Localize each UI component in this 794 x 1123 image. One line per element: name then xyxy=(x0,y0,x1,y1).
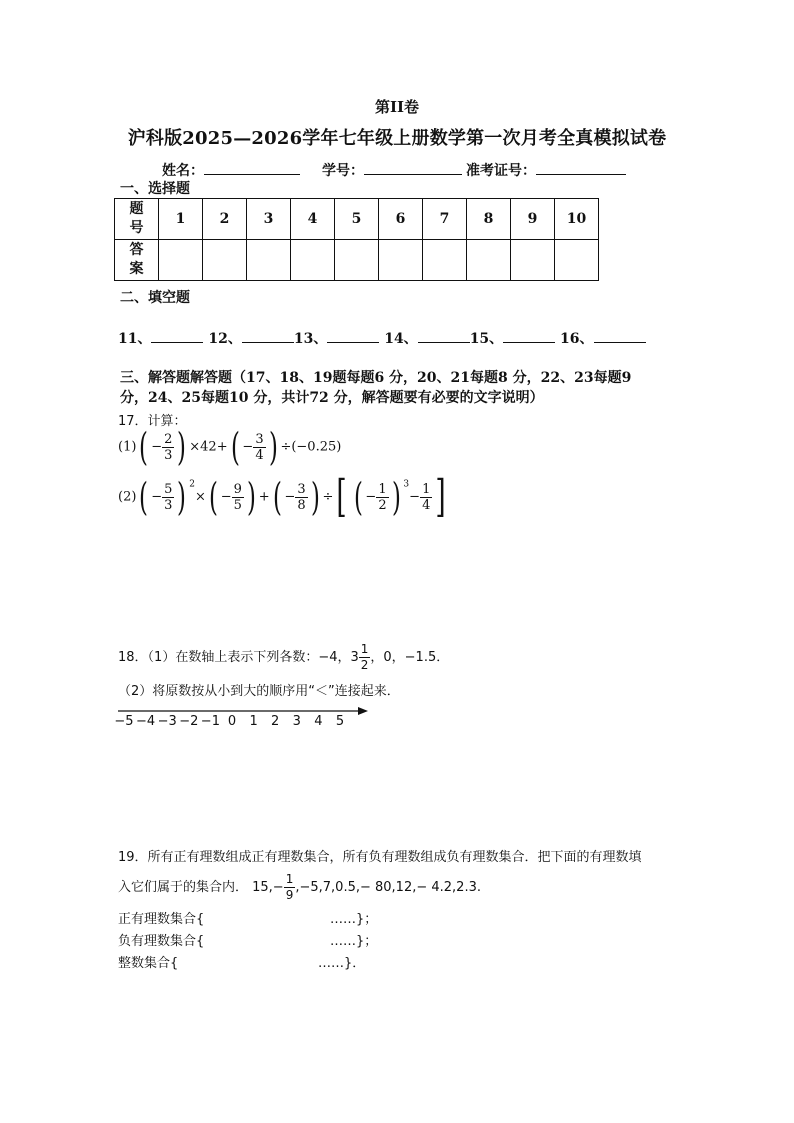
number-line xyxy=(114,702,378,742)
divide-sign: ÷ xyxy=(280,439,292,455)
q18-part1-prefix: 18．（1）在数轴上表示下列各数：−4，3 xyxy=(118,650,359,665)
volume-label: 第II卷 xyxy=(374,98,420,116)
exam-no-field xyxy=(466,160,626,180)
question-number-cell: 5 xyxy=(335,199,379,240)
right-paren: ) xyxy=(246,475,256,519)
q17-part2: (2)( − $\frac{5}{3}$ ) $^2$×( − $\frac{9}{5}$ ) +( − $\frac{3}{8}$ ) ÷[ ( − $\frac{1}{2}$ ) $^3$− $\frac{1}{4}$ ] xyxy=(118,471,447,522)
q17-part1-tail: (−0.25) xyxy=(291,439,342,455)
row-header-number: 题 号 xyxy=(115,199,159,240)
question-number-cell: 6 xyxy=(379,199,423,240)
section2-heading: 二、填空题 xyxy=(120,290,190,306)
question-number-cell: 3 xyxy=(247,199,291,240)
mixed-fraction: $\frac{1}{2}$ xyxy=(360,642,369,672)
left-paren: ( xyxy=(208,475,218,519)
exponent: 3 xyxy=(403,479,410,490)
answer-cell[interactable] xyxy=(555,240,599,281)
right-bracket: ] xyxy=(435,471,447,522)
fill-item-label: 16、 xyxy=(560,331,594,347)
negative-set-ellipsis: ……}； xyxy=(330,934,378,949)
fill-blank[interactable] xyxy=(503,328,555,343)
answer-cell[interactable] xyxy=(203,240,247,281)
right-paren: ) xyxy=(310,475,320,519)
fraction: $\frac{3}{8}$ xyxy=(297,481,306,513)
q19-line2-prefix: 入它们属于的集合内． 15,− xyxy=(118,880,284,895)
answer-cell[interactable] xyxy=(335,240,379,281)
number-line-tick-label: 0 xyxy=(227,714,237,729)
left-paren: ( xyxy=(139,425,149,469)
section1-heading: 一、选择题 xyxy=(120,181,190,197)
left-paren: ( xyxy=(139,475,149,519)
right-paren: ) xyxy=(177,425,187,469)
fill-item-label: 15、 xyxy=(469,331,504,347)
answer-table-number-row xyxy=(115,199,599,240)
number-line-tick-label: 5 xyxy=(335,714,345,729)
answer-cell[interactable] xyxy=(159,240,203,281)
q18-part1 xyxy=(118,642,449,673)
section3-heading-line1: 三、解答题解答题（17、18、19题每题6 分，20、21每题8 分，22、23每题9 xyxy=(120,370,632,386)
fraction: $\frac{3}{4}$ xyxy=(255,431,264,463)
answer-cell[interactable] xyxy=(423,240,467,281)
exam-no-label: 准考证号： xyxy=(466,163,536,179)
integer-set-ellipsis: ……}． xyxy=(318,956,366,971)
fill-blank[interactable] xyxy=(242,328,294,343)
question-number-cell: 1 xyxy=(159,199,203,240)
number-line-tick-label: −5 xyxy=(114,714,134,729)
q19-line2-suffix: ,−5,7,0.5,− 80,12,− 4.2,2.3. xyxy=(295,880,481,895)
q18-part2: （2）将原数按从小到大的顺序用“＜”连接起来． xyxy=(118,684,400,699)
section3-heading-line2: 分，24、25每题10 分，共计72 分，解答题要有必要的文字说明） xyxy=(120,390,544,406)
fill-blanks-row xyxy=(118,328,646,348)
number-line-tick-label: −2 xyxy=(179,714,199,729)
fill-blank[interactable] xyxy=(418,328,470,343)
fill-blank[interactable] xyxy=(594,328,646,343)
student-id-field xyxy=(322,160,462,180)
number-line-tick-label: −3 xyxy=(157,714,177,729)
student-id-blank[interactable] xyxy=(364,160,462,175)
q17-part1-label: (1) xyxy=(118,439,137,455)
fraction: $\frac{1}{4}$ xyxy=(422,481,431,513)
q17-part1: (1)( − $\frac{2}{3}$ ) ×42+( − $\frac{3}{4}$ ) ÷(−0.25) xyxy=(118,425,342,469)
q19-line1: 19．所有正有理数组成正有理数集合，所有负有理数组成负有理数集合．把下面的有理数填 xyxy=(118,850,642,865)
exam-title: 沪科版2025—2026学年七年级上册数学第一次月考全真模拟试卷 xyxy=(127,128,667,149)
arrow-head-icon xyxy=(358,707,368,715)
exponent: 2 xyxy=(189,479,195,490)
fraction: $\frac{1}{2}$ xyxy=(378,481,387,513)
question-number-cell: 4 xyxy=(291,199,335,240)
fill-item-label: 14、 xyxy=(384,331,418,347)
q19-line2 xyxy=(118,872,481,903)
fraction: $\frac{2}{3}$ xyxy=(164,431,173,463)
question-number-cell: 8 xyxy=(467,199,511,240)
answer-cell[interactable] xyxy=(467,240,511,281)
right-paren: ) xyxy=(177,475,187,519)
question-number-cell: 2 xyxy=(203,199,247,240)
fill-item-label: 11、 xyxy=(118,331,152,347)
number-line-tick-label: −4 xyxy=(136,714,156,729)
name-label: 姓名： xyxy=(162,163,204,179)
number-line-tick-label: −1 xyxy=(200,714,220,729)
negative-set-label: 负有理数集合{ xyxy=(118,934,205,949)
answer-table-answer-row xyxy=(115,240,599,281)
left-bracket: [ xyxy=(336,471,348,522)
name-field xyxy=(162,160,300,180)
q17-part2-label: (2) xyxy=(118,489,137,505)
positive-set-ellipsis: ……}； xyxy=(330,912,378,927)
number-line-tick-label: 2 xyxy=(271,714,280,729)
integer-set-label: 整数集合{ xyxy=(118,956,179,971)
student-id-label: 学号： xyxy=(322,163,364,179)
answer-cell[interactable] xyxy=(247,240,291,281)
fraction: $\frac{5}{3}$ xyxy=(164,481,173,513)
right-paren: ) xyxy=(391,475,401,519)
left-paren: ( xyxy=(353,475,363,519)
row-header-answer: 答 案 xyxy=(115,240,159,281)
left-paren: ( xyxy=(272,475,282,519)
number-line-tick-label: 3 xyxy=(292,714,301,729)
left-paren: ( xyxy=(230,425,240,469)
name-blank[interactable] xyxy=(204,160,300,175)
q18-part1-suffix: ，0，−1.5． xyxy=(370,650,450,665)
times-42: ×42+ xyxy=(189,439,228,455)
answer-cell[interactable] xyxy=(511,240,555,281)
number-line-tick-label: 1 xyxy=(249,714,258,729)
question-number-cell: 10 xyxy=(555,199,599,240)
answer-cell[interactable] xyxy=(379,240,423,281)
answer-cell[interactable] xyxy=(291,240,335,281)
answer-table xyxy=(114,198,599,281)
fraction: $\frac{9}{5}$ xyxy=(233,481,242,513)
fill-blank[interactable] xyxy=(151,328,203,343)
fill-blank[interactable] xyxy=(327,328,379,343)
question-number-cell: 9 xyxy=(511,199,555,240)
fraction: $\frac{1}{9}$ xyxy=(285,872,294,902)
right-paren: ) xyxy=(268,425,278,469)
fill-item-label: 13、 xyxy=(293,331,328,347)
exam-no-blank[interactable] xyxy=(536,160,626,175)
positive-set-label: 正有理数集合{ xyxy=(118,912,205,927)
fill-item-label: 12、 xyxy=(208,331,242,347)
number-line-tick-label: 4 xyxy=(314,714,323,729)
q17-stem: 17．计算： xyxy=(118,414,187,429)
question-number-cell: 7 xyxy=(423,199,467,240)
